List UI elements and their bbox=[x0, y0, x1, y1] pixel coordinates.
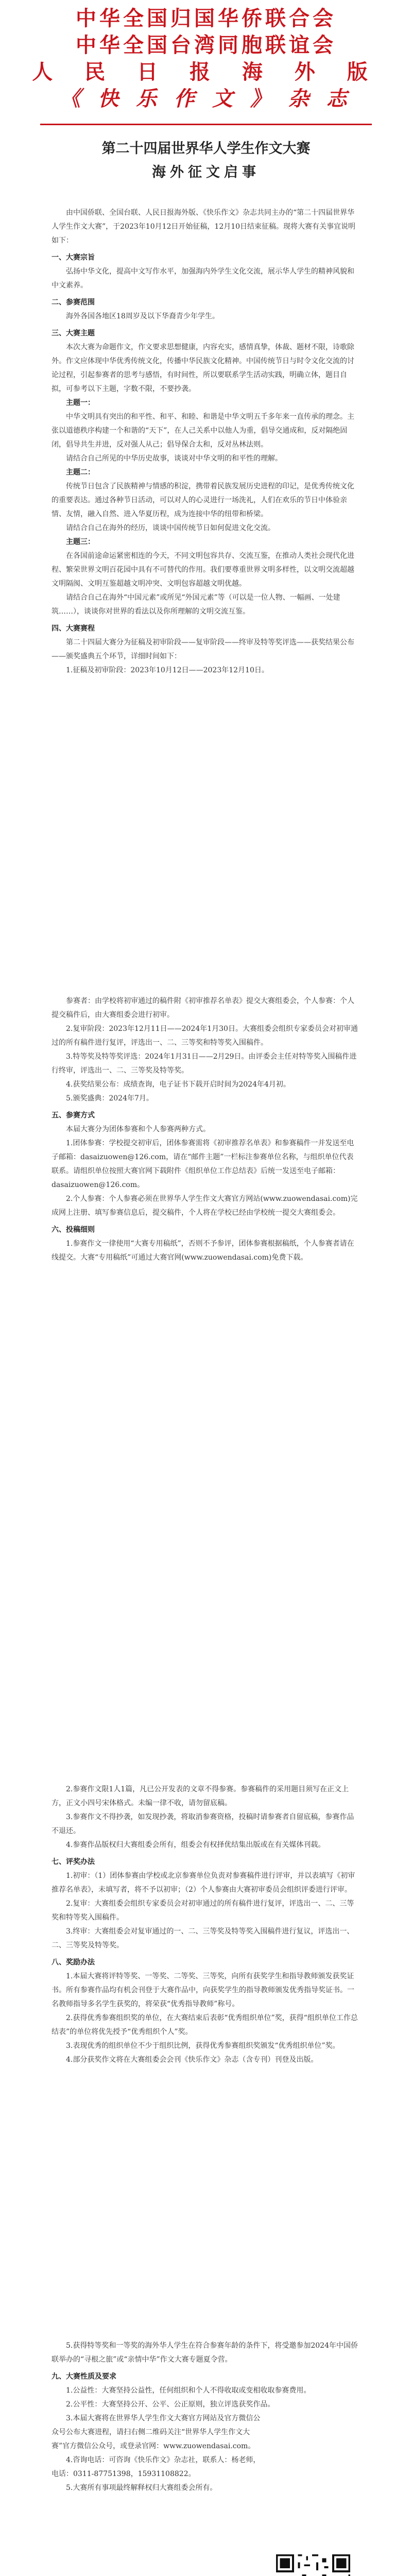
red-divider bbox=[40, 124, 372, 125]
paragraph: 参赛者：由学校将初审通过的稿件附《初审推荐名单表》提交大赛组委会，个人参赛：个人提交稿件后，由大赛组委会进行初审。 bbox=[52, 997, 354, 1019]
paragraph: 2.复审阶段：2023年12月11日——2024年1月30日。大赛组委会组织专家委员会对初审通过的所有稿件进行复评，评选出一、二、三等奖和特等奖入围稿件。 bbox=[52, 1025, 358, 1047]
paragraph: 1.公益性：大赛坚持公益性，任何组织和个人不得收取或变相收取参赛费用。 bbox=[66, 2386, 311, 2395]
page-title: 第二十四届世界华人学生作文大赛 bbox=[101, 141, 311, 157]
paragraph: 1.参赛作文一律使用“大赛专用稿纸”，否则不予参评，团体参赛根据稿纸，个人参赛者请在线提交。大赛“专用稿纸”可通过大赛官网(www.zuowendasai.com)免费下载。 bbox=[52, 1240, 354, 1262]
paragraph: 4.获奖结果公布：成绩查询，电子证书下载开启时间为2024年4月初。 bbox=[66, 1080, 290, 1089]
paragraph: 2.获得优秀参赛组织奖的单位，在大赛结束后表彰“优秀组织单位”奖，获得“组织单位工作总结表”的单位将优先授予“优秀组织个人”奖。 bbox=[52, 2014, 358, 2036]
content-block-c bbox=[52, 1783, 360, 2067]
paragraph: 1.团体参赛：学校提交初审后，团体参赛需将《初审推荐名单表》和参赛稿件一并发送至电子邮箱：dasaizuowen@126.com，请在“邮件主题”一栏标注参赛单位名称，与组织单位代表联系。请组织单位按照大赛官网下载附件《组织单位工作总结表》后统一发送至电子邮箱：dasaizuowen@126.com。 bbox=[52, 1139, 354, 1189]
paragraph: 中华文明具有突出的和平性、和平、和睦、和谐是中华文明五千多年来一直传承的理念。主张以道德秩序构建一个和谐的“天下”，在人己关系中以他人为重，倡导交通成和，反对隔绝固闭，倡导共生并进，反对强人从己；倡导保合太和，反对丛林法则。 bbox=[52, 413, 354, 449]
section-heading: 七、评奖办法 bbox=[52, 1858, 95, 1866]
paragraph: 2.个人参赛：个人参赛必须在世界华人学生作文大赛官方网站(www.zuowendasai.com)完成网上注册、填写参赛信息后，提交稿件，个人将在学校已经由学校统一提交大赛组委会。 bbox=[52, 1195, 358, 1217]
paragraph: 5.获得特等奖和一等奖的海外华人学生在符合参赛年龄的条件下，将受邀参加2024年中国侨联举办的“寻根之旅”或“亲情中华”作文大赛专题夏令营。 bbox=[52, 2342, 358, 2364]
section-heading: 二、参赛范围 bbox=[52, 298, 95, 307]
paragraph: 4.参赛作品版权归大赛组委会所有，组委会有权择优结集出版或在有关媒体刊载。 bbox=[66, 1841, 325, 1849]
paragraph: 1.征稿及初审阶段：2023年10月12日——2023年12月10日。 bbox=[66, 666, 269, 674]
content-block-d bbox=[52, 2339, 360, 2495]
masthead bbox=[0, 5, 412, 112]
paragraph: 在各国前途命运紧密相连的今天，不同文明包容共存、交流互鉴，在推动人类社会现代化进程、繁荣世界文明百花园中具有不可替代的作用。我们要尊重世界文明多样性，以文明交流超越文明隔阂、文明互鉴超越文明冲突、文明包容超越文明优越。 bbox=[52, 552, 354, 588]
paragraph: 3.本届大赛将在世界华人学生作文大赛官方网站及官方微信公众号公布大赛进程，请扫右侧二维码关注“世界华人学生作文大赛”官方微信公众号，或登录官网：www.zuowendasai.com。 bbox=[52, 2414, 261, 2450]
paragraph: 传统节日包含了民族精神与情感的积淀，携带着民族发展历史进程的印记，是优秀传统文化的重要表达。通过各种节日活动，可以对人的心灵进行一场洗礼，人们在欢乐的节日中体验亲情、友情，融入自然、进入华夏历程，成为连接中华的纽带和桥梁。 bbox=[52, 482, 354, 518]
topic-heading: 主题一： bbox=[66, 399, 95, 407]
topic-heading: 主题三： bbox=[66, 538, 95, 546]
paragraph: 1.本届大赛将评特等奖、一等奖、二等奖、三等奖，向所有获奖学生和指导教师颁发获奖证书。所有参赛作品均有机会刊登于大赛作品中，向获奖学生的指导教师颁发优秀指导奖证书。一名教师指导多名学生获奖的，将荣获“优秀指导教师”称号。 bbox=[52, 1972, 354, 2008]
org-line-3: 人 民 日 报 海 外 版 bbox=[32, 60, 380, 84]
page-subtitle: 海外征文启事 bbox=[152, 164, 260, 180]
section-heading: 三、大赛主题 bbox=[52, 329, 95, 337]
section-heading: 九、大赛性质及要求 bbox=[52, 2372, 116, 2381]
paragraph: 4.咨询电话：可咨询《快乐作文》杂志社，联系人：杨老师，电话：0311-87751398，15931108822。 bbox=[52, 2456, 261, 2478]
content-block-b bbox=[52, 994, 360, 1265]
org-line-4: 《 快 乐 作 文 》 杂 志 bbox=[60, 87, 352, 111]
paragraph: 请结合自己在海外“中国元素”或所见“外国元素”等（可以是一位人物、一幅画、一处建筑……），谈谈你对世界的看法以及你所理解的文明交流互鉴。 bbox=[52, 594, 340, 616]
paragraph: 弘扬中华文化，提高中文写作水平，加强海内外学生文化交流，展示华人学生的精神风貌和中文素养。 bbox=[52, 267, 354, 290]
paragraph: 3.特等奖及特等奖评选：2024年1月31日——2月29日。由评委会主任对特等奖入围稿件进行终审，评选出一、二、三等奖及特等奖。 bbox=[52, 1053, 357, 1075]
paragraph: 4.部分获奖作文将在大赛组委会会刊《快乐作文》杂志（含专刊）刊登及出版。 bbox=[66, 2056, 318, 2064]
paragraph: 2.公平性：大赛坚持公开、公平、公正原则，独立评选获奖作品。 bbox=[66, 2400, 275, 2409]
paragraph: 3.参赛作文不得抄袭，如发现抄袭，将取消参赛资格，投稿时请参赛者自留底稿，参赛作品不退还。 bbox=[52, 1813, 354, 1835]
paragraph: 请结合自己所见的中华历史故事，谈谈对中华文明的和平性的理解。 bbox=[66, 454, 282, 463]
paragraph: 3.终审：大赛组委会对复审通过的一、二、三等奖及特等奖入围稿件进行复议，评选出一、二、三等奖及特等奖。 bbox=[52, 1927, 354, 1950]
content-block-a bbox=[52, 206, 360, 677]
paragraph: 1.初审：（1）团体参赛由学校或北京参赛单位负责对参赛稿件进行评审，并以表填写《初审推荐名单表》，未填写者，将不予以初审；（2）个人参赛由大赛初审委员会组织评委进行评审。 bbox=[52, 1872, 355, 1894]
topic-heading: 主题二： bbox=[66, 468, 95, 477]
wechat-qr-code[interactable] bbox=[272, 2550, 354, 2576]
paragraph: 2.复审：大赛组委会组织专家委员会对初审通过的所有稿件进行复评，评选出一、二、三等奖和特等奖入围稿件。 bbox=[52, 1900, 354, 1922]
intro-paragraph: 由中国侨联、全国台联、人民日报海外版、《快乐作文》杂志共同主办的“第二十四届世界华人学生作文大赛”，于2023年10月12日开始征稿，12月10日结束征稿。现将大赛有关事宜说明如下： bbox=[52, 209, 356, 245]
org-line-2: 中华全国台湾同胞联谊会 bbox=[76, 33, 336, 57]
paragraph: 5.颁奖盛典：2024年7月。 bbox=[66, 1094, 153, 1103]
paragraph: 第二十四届大赛分为征稿及初审阶段——复审阶段——终审及特等奖评选——获奖结果公布——颁奖盛典五个环节，详细时间如下： bbox=[52, 638, 354, 660]
section-heading: 五、参赛方式 bbox=[52, 1111, 95, 1120]
paragraph: 3.表现优秀的组织单位不少于组织比例，获得优秀参赛组织奖颁发“优秀组织单位”奖。 bbox=[66, 2042, 340, 2050]
paragraph: 本次大赛为命题作文，作文要求思想健康，内容充实，感情真挚，体裁、题材不限，诗歌除外。作文应体现中华优秀传统文化，传播中华民族文化精神。中国传统节日与时令文化交流的讨论过程，引起参赛者的思考与感悟，有时间性，所以要联系学生活动实践，明确立体，题目自拟，可参考以下主题，字数不限，不要抄袭。 bbox=[52, 343, 354, 393]
paragraph: 本届大赛分为团体参赛和个人参赛两种方式。 bbox=[66, 1125, 210, 1133]
org-line-1: 中华全国归国华侨联合会 bbox=[76, 7, 336, 30]
paragraph: 海外各国各地区18周岁及以下华裔青少年学生。 bbox=[66, 312, 219, 320]
paragraph: 请结合自己在海外的经历，谈谈中国传统节日如何促进文化交流。 bbox=[66, 524, 275, 532]
section-heading: 四、大赛赛程 bbox=[52, 624, 95, 633]
section-heading: 八、奖励办法 bbox=[52, 1958, 95, 1967]
section-heading: 一、大赛宗旨 bbox=[52, 253, 95, 262]
section-heading: 六、投稿细则 bbox=[52, 1226, 95, 1234]
paragraph: 5.大赛所有事项最终解释权归大赛组委会所有。 bbox=[66, 2484, 217, 2492]
paragraph: 2.参赛作文限1人1篇，凡已公开发表的文章不得参赛。参赛稿件的采用题目须写在正文上方，正文小四号宋体格式。未编一律不收，请勿留底稿。 bbox=[52, 1785, 349, 1807]
